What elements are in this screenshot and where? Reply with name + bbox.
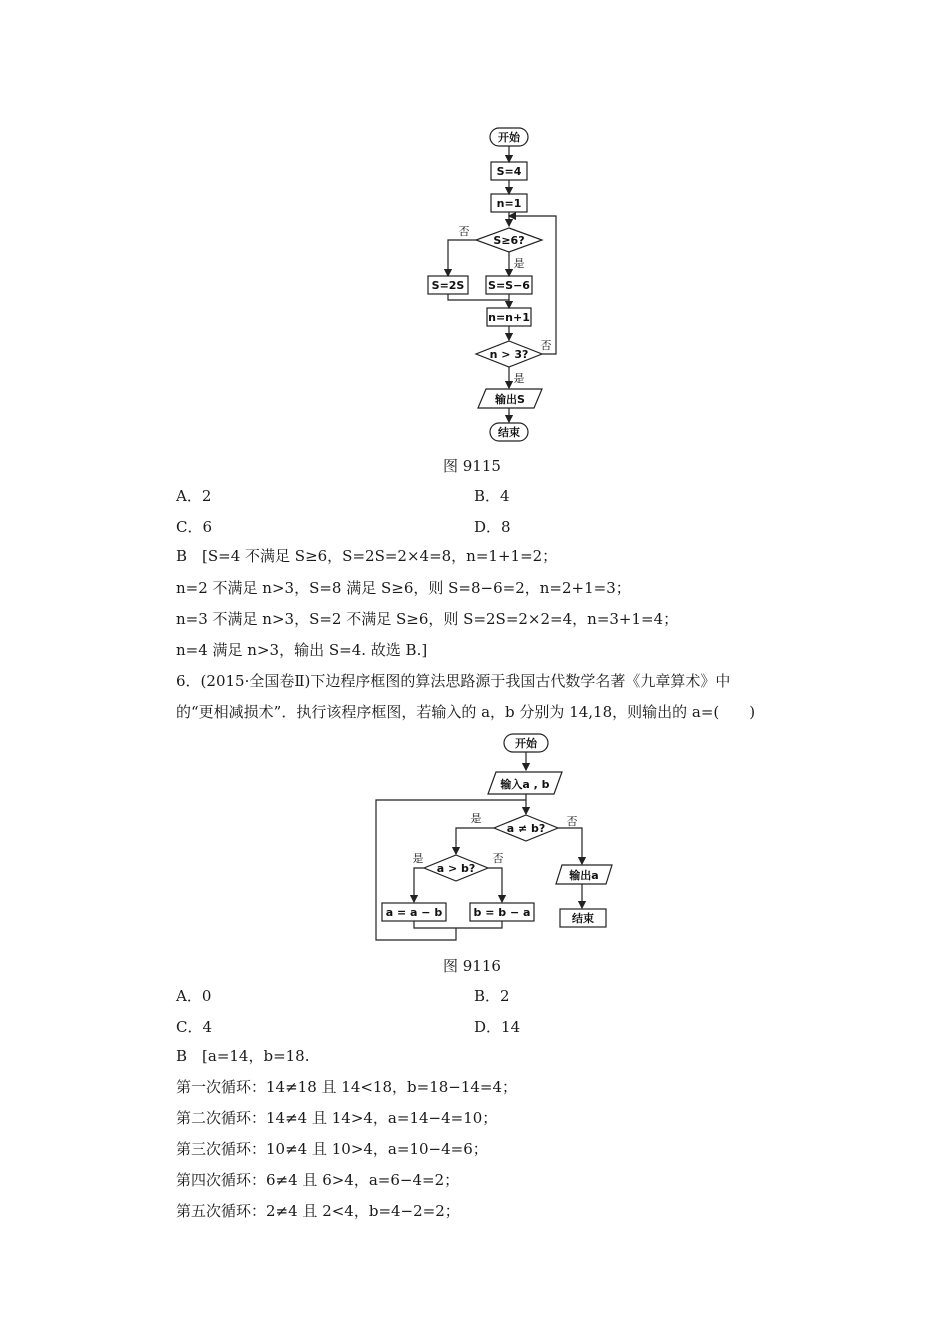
fig1-no2: 否	[540, 339, 552, 352]
fig2-no1: 否	[566, 815, 578, 828]
fig2-caption: 图 9116	[443, 957, 501, 975]
q5-option-a: A．2	[176, 487, 212, 505]
q5-option-d: D．8	[474, 518, 511, 536]
q6-option-c: C．4	[176, 1018, 213, 1036]
fig2-left-box: a = a − b	[385, 906, 443, 919]
fig1-yes2: 是	[513, 372, 525, 385]
q6-answer-line-4: 第三次循环：10≠4 且 10>4，a=10−4=6；	[176, 1140, 488, 1158]
q6-option-a: A．0	[176, 987, 212, 1005]
fig1-start: 开始	[498, 131, 520, 144]
fig1-caption: 图 9115	[443, 457, 501, 475]
q6-stem-line-1: 6．(2015·全国卷Ⅱ)下边程序框图的算法思路源于我国古代数学名著《九章算术》中	[176, 672, 731, 690]
flowchart-9116	[370, 728, 630, 946]
q6-answer-line-1: B [a=14，b=18.	[176, 1047, 310, 1065]
fig2-cond2: a > b?	[436, 862, 476, 875]
fig1-output: 输出S	[495, 393, 525, 406]
fig2-no2: 否	[492, 852, 504, 865]
q6-answer-line-5: 第四次循环：6≠4 且 6>4，a=6−4=2；	[176, 1171, 460, 1189]
q5-answer-line-2: n=2 不满足 n>3，S=8 满足 S≥6，则 S=8−6=2，n=2+1=3；	[176, 579, 631, 597]
fig1-no1: 否	[458, 225, 470, 238]
q6-option-d: D．14	[474, 1018, 521, 1036]
q5-option-b: B．4	[474, 487, 510, 505]
q5-answer-line-4: n=4 满足 n>3，输出 S=4. 故选 B.]	[176, 641, 428, 659]
fig2-yes2: 是	[412, 852, 424, 865]
q6-answer-line-2: 第一次循环：14≠18 且 14<18，b=18−14=4；	[176, 1078, 518, 1096]
fig2-end: 结束	[572, 912, 594, 925]
fig1-yes1: 是	[513, 257, 525, 270]
fig2-start: 开始	[515, 737, 537, 750]
q5-answer-line-3: n=3 不满足 n>3，S=2 不满足 S≥6，则 S=2S=2×2=4，n=3+1=4；	[176, 610, 679, 628]
fig1-inc: n=n+1	[488, 311, 530, 324]
q5-answer-line-1: B [S=4 不满足 S≥6，S=2S=2×4=8，n=1+1=2；	[176, 547, 558, 565]
fig1-left-box: S=2S	[431, 279, 465, 292]
fig2-right-box: b = b − a	[473, 906, 531, 919]
fig2-cond: a ≠ b?	[506, 822, 546, 835]
fig1-n-init: n=1	[496, 197, 522, 210]
fig1-cond: S≥6?	[493, 234, 525, 247]
fig1-s-init: S=4	[496, 165, 522, 178]
fig1-cond2: n > 3?	[489, 348, 529, 361]
flowchart-9115	[420, 120, 570, 450]
q6-option-b: B．2	[474, 987, 510, 1005]
q6-stem-line-2: 的“更相减损术”．执行该程序框图，若输入的 a，b 分别为 14,18，则输出的 a=( )	[176, 703, 756, 721]
fig2-input: 输入a , b	[500, 778, 550, 791]
q6-answer-line-3: 第二次循环：14≠4 且 14>4，a=14−4=10；	[176, 1109, 498, 1127]
fig1-end: 结束	[498, 426, 520, 439]
fig1-right-box: S=S−6	[488, 279, 530, 292]
fig2-yes1: 是	[470, 812, 482, 825]
q5-option-c: C．6	[176, 518, 213, 536]
q6-answer-line-6: 第五次循环：2≠4 且 2<4，b=4−2=2；	[176, 1202, 460, 1220]
fig2-output: 输出a	[569, 869, 599, 882]
